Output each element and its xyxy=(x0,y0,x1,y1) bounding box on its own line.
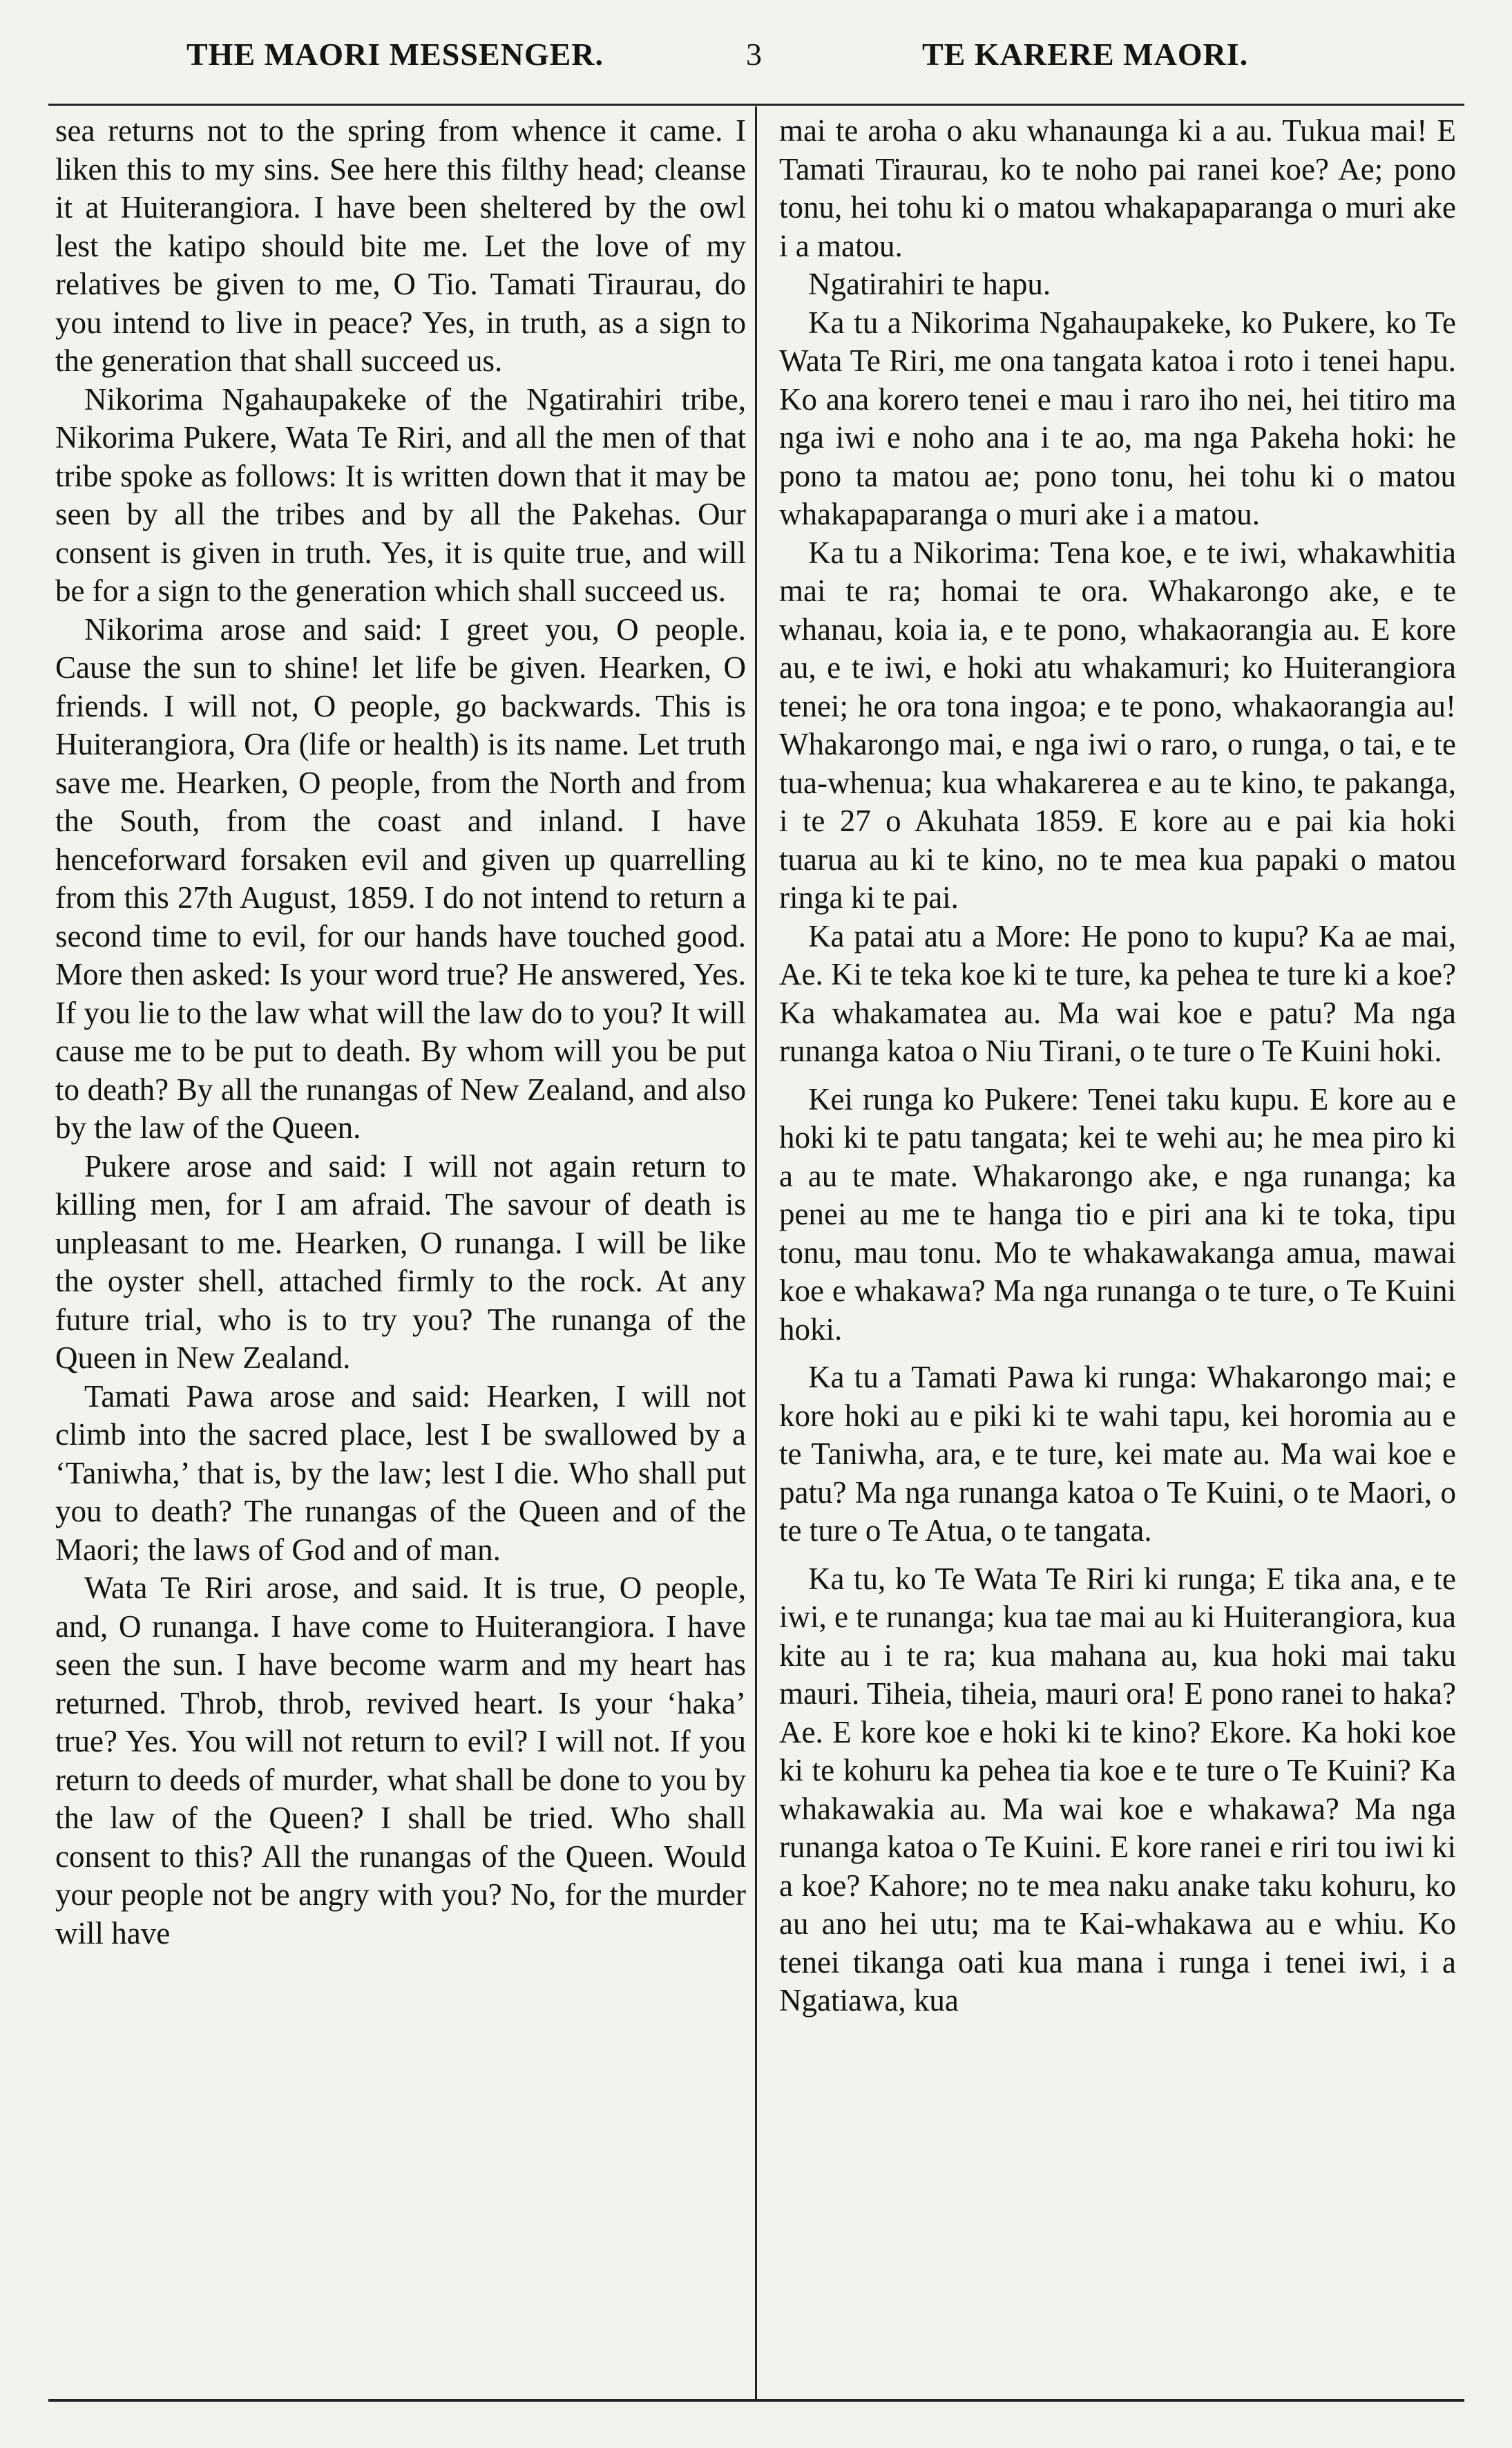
maori-title: TE KARERE MAORI. xyxy=(922,37,1249,72)
column-divider xyxy=(755,106,757,2399)
paragraph: mai te aroha o aku whanaunga ki a au. Tukua mai! E Tamati Tiraurau, ko te noho pai ranei koe? Ae; pono tonu, hei tohu ki o matou whakapaparanga o muri ake i a matou. xyxy=(779,113,1456,263)
paragraph: Nikorima arose and said: I greet you, O people. Cause the sun to shine! let life be given. Hearken, O friends. I will not, O people, go backwards. This is Huiterangiora, Ora (life or health) is its name. Let truth save me. Hearken, O people, from the North and from the South, from the coast and inland. I have henceforward forsaken evil and given up quarrelling from this 27th August, 1859. I do not intend to return a second time to evil, for our hands have touched good. More then asked: Is your word true? He answered, Yes. If you lie to the law what will the law do to you? It will cause me to be put to death. By whom will you be put to death? By all the runangas of New Zealand, and also by the law of the Queen. xyxy=(55,611,746,1145)
paragraph: Wata Te Riri arose, and said. It is true, O people, and, O runanga. I have come to Huiterangiora. I have seen the sun. I have become warm and my heart has returned. Throb, throb, revived heart. Is your ‘haka’ true? Yes. You will not return to evil? I will not. If you return to deeds of murder, what shall be done to you by the law of the Queen? I shall be tried. Who shall consent to this? All the runangas of the Queen. Would your people not be angry with you? No, for the murder will have xyxy=(55,1571,746,1951)
paragraph: Ka patai atu a More: He pono to kupu? Ka ae mai, Ae. Ki te teka koe ki te ture, ka pehea te ture ki a koe? Ka whakamatea au. Ma wai koe e patu? Ma nga runanga katoa o Niu Tirani, o te ture o Te Kuini hoki. xyxy=(779,918,1456,1068)
english-column xyxy=(55,112,746,2392)
paragraph: Ka tu a Tamati Pawa ki runga: Whakarongo mai; e kore hoki au e piki ki te wahi tapu, kei horomia au e te Taniwha, ara, e te ture, kei mate au. Ma wai koe e patu? Ma nga runanga katoa o Te Kuini, o te Maori, o te ture o Te Atua, o te tangata. xyxy=(779,1360,1456,1548)
paragraph: Tamati Pawa arose and said: Hearken, I will not climb into the sacred place, lest I be swallowed by a ‘Taniwha,’ that is, by the law; lest I die. Who shall put you to death? The runangas of the Queen and of the Maori; the laws of God and of man. xyxy=(55,1378,746,1567)
paragraph: Nikorima Ngahaupakeke of the Ngatirahiri tribe, Nikorima Pukere, Wata Te Riri, and all the men of that tribe spoke as follows: It is written down that it may be seen by all the tribes and by all the Pakehas. Our consent is given in truth. Yes, it is quite true, and will be for a sign to the generation which shall succeed us. xyxy=(55,381,746,608)
page-number: 3 xyxy=(746,37,763,72)
header-rule xyxy=(48,104,1464,106)
paragraph: Ka tu a Nikorima Ngahaupakeke, ko Pukere, ko Te Wata Te Riri, me ona tangata katoa i roto i tenei hapu. Ko ana korero tenei e mau i raro iho nei, hei titiro ma nga iwi e noho ana i te ao, ma nga Pakeha hoki: he pono ta matou ae; pono tonu, hei tohu ki o matou whakapaparanga o muri ake i a matou. xyxy=(779,305,1456,531)
english-title: THE MAORI MESSENGER. xyxy=(186,37,604,72)
footer-rule xyxy=(48,2399,1464,2402)
paragraph: Ngatirahiri te hapu. xyxy=(808,267,1051,301)
page-header xyxy=(48,36,1464,84)
maori-column xyxy=(779,112,1456,2392)
paragraph: Ka tu a Nikorima: Tena koe, e te iwi, whakawhitia mai te ra; homai te ora. Whakarongo ake, e te whanau, koia ia, e te pono, whakaorangia au. E kore au, e te iwi, e hoki atu whakamuri; ko Huiterangiora tenei; he ora tona ingoa; e te pono, whakaorangia au! Whakarongo mai, e nga iwi o raro, o runga, o tai, e te tua-whenua; kua whakarerea e au te kino, te pakanga, i te 27 o Akuhata 1859. E kore au e pai kia hoki tuarua au ki te kino, no te mea kua papaki o matou ringa ki te pai. xyxy=(779,535,1456,915)
paragraph: Ka tu, ko Te Wata Te Riri ki runga; E tika ana, e te iwi, e te runanga; kua tae mai au ki Huiterangiora, kua kite au i te ra; kua mahana au, kua hoki mai taku mauri. Tiheia, tiheia, mauri ora! E pono ranei to haka? Ae. E kore koe e hoki ki te kino? Ekore. Ka hoki koe ki te kohuru ka pehea tia koe e te ture o Te Kuini? Ka whakawakia au. Ma wai koe e whakawa? Ma nga runanga katoa o Te Kuini. E kore ranei e riri tou iwi ki a koe? Kahore; no te mea naku anake taku kohuru, ko au ano hei utu; ma te Kai-whakawa au e whiu. Ko tenei tikanga oati kua mana i runga i tenei iwi, i a Ngatiawa, kua xyxy=(779,1561,1456,2018)
paragraph: Kei runga ko Pukere: Tenei taku kupu. E kore au e hoki ki te patu tangata; kei te wehi au; he mea piro ki a au te mate. Whakarongo ake, e nga runanga; ka penei au me te hanga tio e piri ana ki te toka, tipu tonu, mau tonu. Mo te whakawakanga amua, mawai koe e whakawa? Ma nga runanga o te ture, o Te Kuini hoki. xyxy=(779,1081,1456,1347)
paragraph: sea returns not to the spring from whence it came. I liken this to my sins. See here this filthy head; cleanse it at Huiterangiora. I have been sheltered by the owl lest the katipo should bite me. Let the love of my relatives be given to me, O Tio. Tamati Tiraurau, do you intend to live in peace? Yes, in truth, as a sign to the generation that shall succeed us. xyxy=(55,113,746,378)
paragraph: Pukere arose and said: I will not again return to killing men, for I am afraid. The savour of death is unpleasant to me. Hearken, O runanga. I will be like the oyster shell, attached firmly to the rock. At any future trial, who is to try you? The runanga of the Queen in New Zealand. xyxy=(55,1148,746,1375)
